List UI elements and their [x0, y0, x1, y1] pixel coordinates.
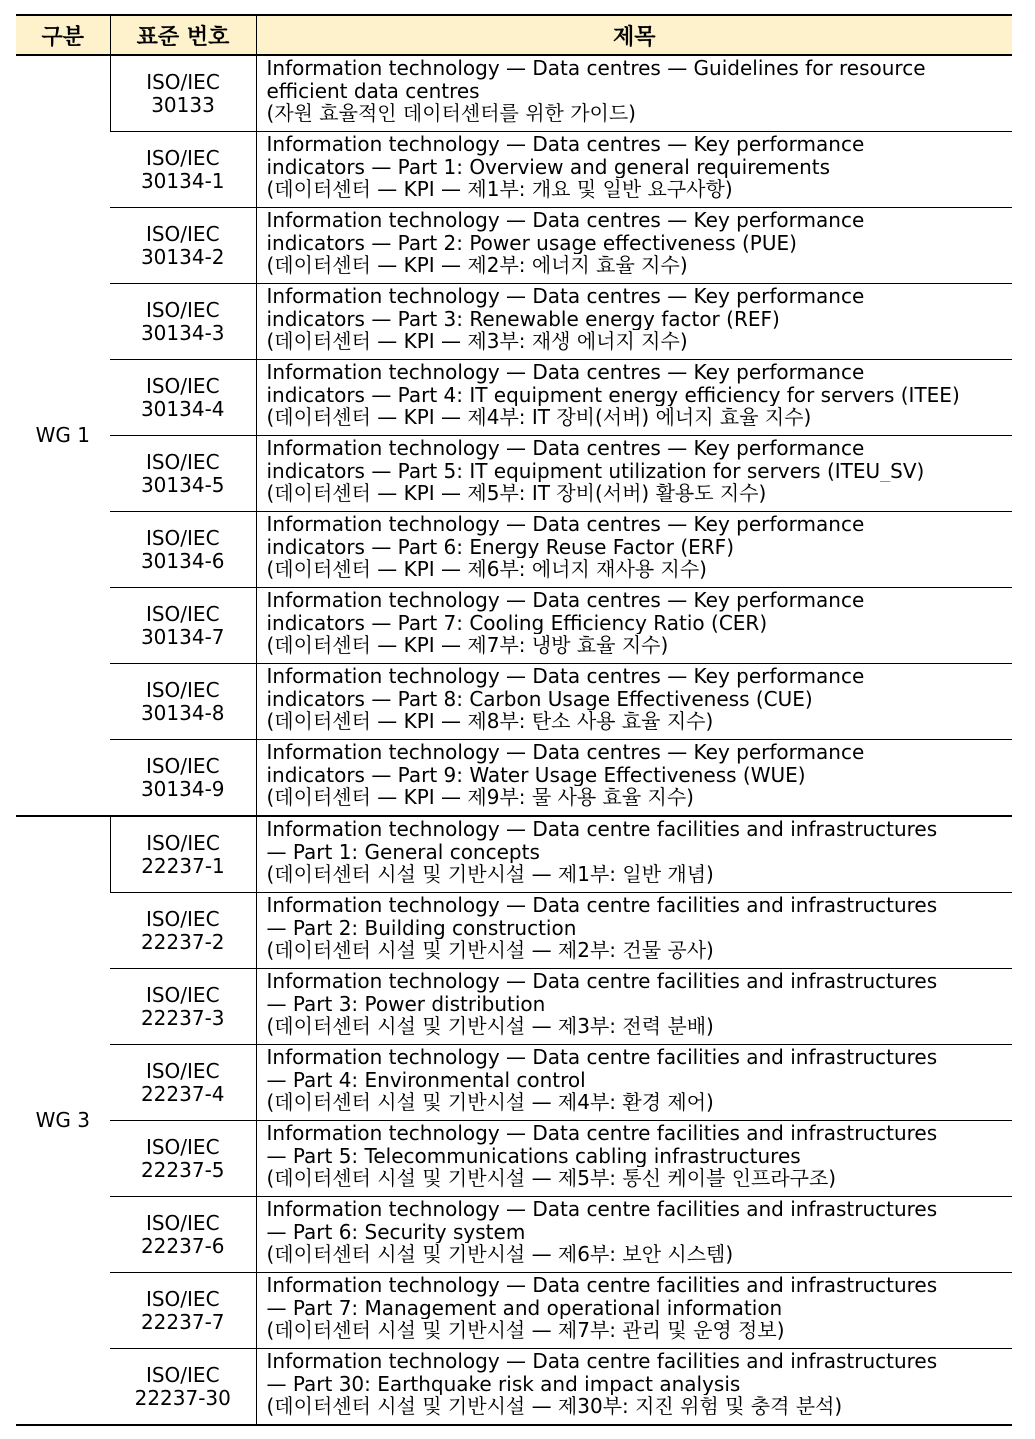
- title-line-ko: (데이터센터 시설 및 기반시설 — 제3부: 전력 분배): [266, 1015, 714, 1038]
- title-line-en-2: indicators — Part 6: Energy Reuse Factor (ERF): [266, 535, 734, 558]
- title-line-en-1: Information technology — Data centres — Key performance: [266, 513, 865, 536]
- title-line-ko: (데이터센터 — KPI — 제9부: 물 사용 효율 지수): [266, 786, 694, 809]
- title-line-en-1: Information technology — Data centres — Key performance: [266, 741, 865, 764]
- standard-prefix: ISO/IEC: [145, 754, 220, 778]
- standard-number: [110, 893, 256, 969]
- standard-prefix: ISO/IEC: [145, 450, 220, 474]
- standard-number: [110, 132, 256, 208]
- title-line-en-1: Information technology — Data centres — Key performance: [266, 589, 865, 612]
- standard-code: 30134-3: [140, 320, 225, 345]
- standard-number: [110, 1197, 256, 1273]
- standard-title: [256, 208, 1012, 284]
- title-line-en-1: Information technology — Data centre facilities and infrastructures: [266, 970, 938, 993]
- standard-number: [110, 1045, 256, 1121]
- standard-title: [256, 1121, 1012, 1197]
- table-row: [16, 208, 1012, 284]
- standard-title: [256, 1197, 1012, 1273]
- table-row: [16, 55, 1012, 132]
- table-row: [16, 512, 1012, 588]
- standard-number: [110, 664, 256, 740]
- table-row: [16, 816, 1012, 893]
- standard-code: 22237-6: [140, 1233, 225, 1258]
- title-line-ko: (데이터센터 시설 및 기반시설 — 제4부: 환경 제어): [266, 1091, 714, 1114]
- table-row: [16, 360, 1012, 436]
- standard-code: 22237-4: [140, 1081, 225, 1106]
- title-line-ko: (데이터센터 시설 및 기반시설 — 제30부: 지진 위험 및 충격 분석): [266, 1395, 843, 1418]
- standard-prefix: ISO/IEC: [145, 222, 220, 246]
- standard-title: [256, 740, 1012, 817]
- standard-code: 30134-6: [140, 548, 225, 573]
- standard-code: 30134-5: [140, 472, 225, 497]
- title-line-en-1: Information technology — Data centres — Key performance: [266, 361, 865, 384]
- table-row: [16, 1197, 1012, 1273]
- title-line-en-2: — Part 5: Telecommunications cabling infrastructures: [266, 1144, 801, 1167]
- standard-title: [256, 436, 1012, 512]
- header-title: 제목: [256, 15, 1012, 55]
- standard-prefix: ISO/IEC: [145, 374, 220, 398]
- standard-number: [110, 360, 256, 436]
- standard-code: 22237-30: [134, 1385, 231, 1410]
- standard-code: 30134-7: [140, 624, 225, 649]
- title-line-ko: (데이터센터 — KPI — 제1부: 개요 및 일반 요구사항): [266, 178, 733, 201]
- table-row: [16, 132, 1012, 208]
- title-line-en-1: Information technology — Data centre facilities and infrastructures: [266, 1122, 938, 1145]
- table-row: [16, 436, 1012, 512]
- title-line-en-2: — Part 6: Security system: [266, 1220, 526, 1243]
- title-line-en-2: indicators — Part 2: Power usage effectiveness (PUE): [266, 231, 797, 254]
- standard-title: [256, 893, 1012, 969]
- title-line-en-1: Information technology — Data centre facilities and infrastructures: [266, 1046, 938, 1069]
- title-line-ko: (데이터센터 — KPI — 제7부: 냉방 효율 지수): [266, 634, 669, 657]
- title-line-en-1: Information technology — Data centres — Key performance: [266, 209, 865, 232]
- standard-number: [110, 208, 256, 284]
- title-line-en-2: — Part 4: Environmental control: [266, 1068, 586, 1091]
- standard-title: [256, 132, 1012, 208]
- standard-code: 30134-9: [140, 776, 225, 801]
- standard-code: 30134-2: [140, 244, 225, 269]
- title-line-en-2: — Part 7: Management and operational information: [266, 1296, 783, 1319]
- table-row: [16, 1045, 1012, 1121]
- standard-number: [110, 1273, 256, 1349]
- table-row: [16, 969, 1012, 1045]
- standard-prefix: ISO/IEC: [145, 1211, 220, 1235]
- standard-prefix: ISO/IEC: [145, 1135, 220, 1159]
- standards-table: [16, 14, 1012, 1426]
- table-row: [16, 284, 1012, 360]
- standard-prefix: ISO/IEC: [145, 678, 220, 702]
- standard-title: [256, 969, 1012, 1045]
- title-line-en-1: Information technology — Data centre facilities and infrastructures: [266, 818, 938, 841]
- title-line-en-1: Information technology — Data centre facilities and infrastructures: [266, 1198, 938, 1221]
- table-row: [16, 588, 1012, 664]
- standard-title: [256, 816, 1012, 893]
- title-line-en-1: Information technology — Data centres — Key performance: [266, 665, 865, 688]
- standard-code: 22237-7: [140, 1309, 225, 1334]
- standard-title: [256, 55, 1012, 132]
- standards-table-wrapper: [16, 14, 1012, 1426]
- header-row: [16, 15, 1012, 55]
- group-label-wg1: WG 1: [16, 55, 110, 816]
- standard-code: 22237-1: [141, 853, 225, 878]
- standard-prefix: ISO/IEC: [146, 831, 220, 855]
- standard-title: [256, 360, 1012, 436]
- standard-number: [110, 284, 256, 360]
- title-line-en-2: — Part 2: Building construction: [266, 916, 577, 939]
- standard-prefix: ISO/IEC: [145, 1287, 220, 1311]
- title-line-ko: (데이터센터 시설 및 기반시설 — 제7부: 관리 및 운영 정보): [266, 1319, 785, 1342]
- title-line-en-1: Information technology — Data centres — Guidelines for resource: [266, 57, 926, 80]
- standard-prefix: ISO/IEC: [145, 298, 220, 322]
- header-standard-number: 표준 번호: [110, 15, 256, 55]
- title-line-en-1: Information technology — Data centres — Key performance: [266, 285, 865, 308]
- title-line-en-2: efficient data centres: [266, 79, 480, 102]
- title-line-ko: (데이터센터 — KPI — 제5부: IT 장비(서버) 활용도 지수): [266, 482, 767, 505]
- standard-prefix: ISO/IEC: [145, 1059, 220, 1083]
- header-group: 구분: [16, 15, 110, 55]
- title-line-en-2: indicators — Part 8: Carbon Usage Effectiveness (CUE): [266, 687, 813, 710]
- title-line-en-2: — Part 30: Earthquake risk and impact analysis: [266, 1372, 741, 1395]
- standard-title: [256, 588, 1012, 664]
- standard-prefix: ISO/IEC: [146, 70, 220, 94]
- standard-prefix: ISO/IEC: [145, 526, 220, 550]
- title-line-ko: (데이터센터 — KPI — 제6부: 에너지 재사용 지수): [266, 558, 707, 581]
- standard-number: [110, 1349, 256, 1426]
- table-row: [16, 664, 1012, 740]
- title-line-ko: (데이터센터 시설 및 기반시설 — 제5부: 통신 케이블 인프라구조): [266, 1167, 837, 1190]
- standard-code: 22237-5: [140, 1157, 225, 1182]
- table-row: [16, 740, 1012, 817]
- title-line-ko: (데이터센터 시설 및 기반시설 — 제1부: 일반 개념): [266, 863, 714, 886]
- standard-prefix: ISO/IEC: [145, 1363, 220, 1387]
- standard-code: 22237-2: [140, 929, 225, 954]
- standard-prefix: ISO/IEC: [145, 907, 220, 931]
- title-line-ko: (데이터센터 시설 및 기반시설 — 제2부: 건물 공사): [266, 939, 714, 962]
- standard-code: 30134-1: [140, 168, 225, 193]
- group-label-wg3: WG 3: [16, 816, 110, 1425]
- standard-number: [110, 436, 256, 512]
- title-line-en-2: — Part 3: Power distribution: [266, 992, 546, 1015]
- table-row: [16, 1273, 1012, 1349]
- standard-title: [256, 284, 1012, 360]
- table-row: [16, 1121, 1012, 1197]
- standard-prefix: ISO/IEC: [145, 146, 220, 170]
- title-line-en-1: Information technology — Data centre facilities and infrastructures: [266, 1274, 938, 1297]
- standard-code: 30133: [151, 92, 215, 117]
- title-line-en-2: indicators — Part 7: Cooling Efficiency Ratio (CER): [266, 611, 768, 634]
- title-line-en-2: indicators — Part 3: Renewable energy factor (REF): [266, 307, 780, 330]
- standard-number: [110, 588, 256, 664]
- standard-title: [256, 512, 1012, 588]
- title-line-ko: (데이터센터 — KPI — 제2부: 에너지 효율 지수): [266, 254, 688, 277]
- title-line-en-1: Information technology — Data centres — Key performance: [266, 437, 865, 460]
- standard-number: [110, 1121, 256, 1197]
- title-line-en-2: indicators — Part 9: Water Usage Effectiveness (WUE): [266, 763, 806, 786]
- table-row: [16, 893, 1012, 969]
- standard-code: 30134-8: [140, 700, 225, 725]
- title-line-ko: (데이터센터 시설 및 기반시설 — 제6부: 보안 시스템): [266, 1243, 734, 1266]
- standard-title: [256, 1349, 1012, 1426]
- standard-prefix: ISO/IEC: [145, 602, 220, 626]
- standard-number: [110, 740, 256, 817]
- title-line-en-1: Information technology — Data centre facilities and infrastructures: [266, 894, 938, 917]
- standard-number: [110, 512, 256, 588]
- title-line-en-2: indicators — Part 5: IT equipment utilization for servers (ITEU_SV): [266, 459, 925, 482]
- standard-number: [110, 55, 256, 132]
- standard-prefix: ISO/IEC: [145, 983, 220, 1007]
- standard-title: [256, 1045, 1012, 1121]
- standard-number: [110, 816, 256, 893]
- title-line-ko: (자원 효율적인 데이터센터를 위한 가이드): [266, 102, 636, 125]
- title-line-en-2: — Part 1: General concepts: [266, 840, 540, 863]
- title-line-ko: (데이터센터 — KPI — 제8부: 탄소 사용 효율 지수): [266, 710, 714, 733]
- standard-code: 22237-3: [140, 1005, 225, 1030]
- title-line-en-1: Information technology — Data centre facilities and infrastructures: [266, 1350, 938, 1373]
- title-line-en-1: Information technology — Data centres — Key performance: [266, 133, 865, 156]
- title-line-ko: (데이터센터 — KPI — 제4부: IT 장비(서버) 에너지 효율 지수): [266, 406, 812, 429]
- standard-code: 30134-4: [140, 396, 225, 421]
- title-line-en-2: indicators — Part 1: Overview and general requirements: [266, 155, 831, 178]
- title-line-ko: (데이터센터 — KPI — 제3부: 재생 에너지 지수): [266, 330, 688, 353]
- table-row: [16, 1349, 1012, 1426]
- standard-title: [256, 664, 1012, 740]
- title-line-en-2: indicators — Part 4: IT equipment energy efficiency for servers (ITEE): [266, 383, 960, 406]
- standard-title: [256, 1273, 1012, 1349]
- standard-number: [110, 969, 256, 1045]
